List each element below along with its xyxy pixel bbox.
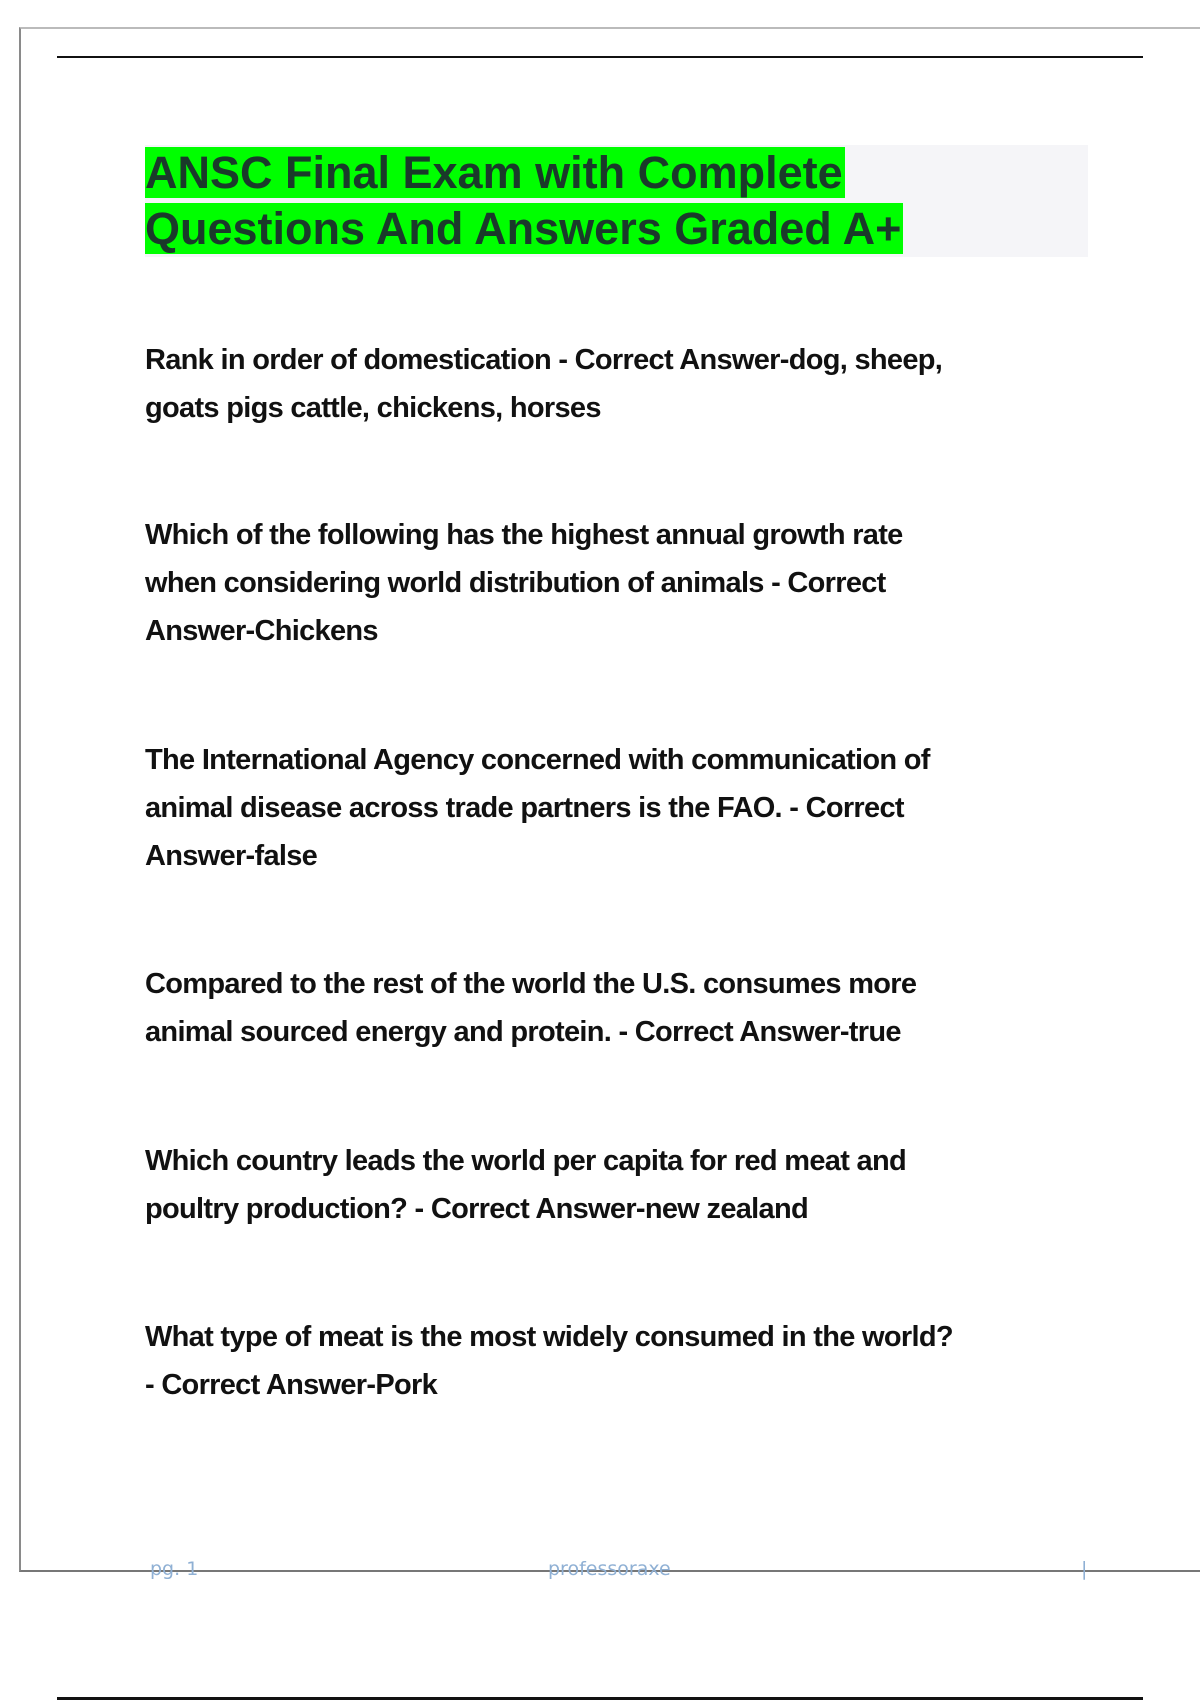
question-line: Rank in order of domestication - Correct Answer-dog, sheep, — [145, 344, 943, 376]
question-1 — [145, 336, 942, 432]
header-rule — [57, 56, 1143, 58]
question-line: poultry production? - Correct Answer-new zealand — [145, 1193, 808, 1225]
question-line: The International Agency concerned with communication of — [145, 744, 930, 776]
document-title — [145, 145, 903, 257]
footer-author: professoraxe — [548, 1558, 671, 1580]
question-line: Which of the following has the highest annual growth rate — [145, 519, 903, 551]
question-2 — [145, 511, 903, 655]
question-line: Answer-Chickens — [145, 615, 378, 647]
question-5 — [145, 1137, 906, 1233]
footer-separator: | — [1081, 1558, 1088, 1580]
footer-page-number: pg. 1 — [150, 1558, 199, 1580]
question-3 — [145, 736, 930, 880]
question-line: animal disease across trade partners is the FAO. - Correct — [145, 792, 904, 824]
question-6 — [145, 1313, 953, 1409]
question-line: when considering world distribution of animals - Correct — [145, 567, 886, 599]
question-line: - Correct Answer-Pork — [145, 1369, 438, 1401]
question-line: What type of meat is the most widely consumed in the world? — [145, 1321, 953, 1353]
question-line: animal sourced energy and protein. - Correct Answer-true — [145, 1016, 901, 1048]
question-line: Answer-false — [145, 840, 318, 872]
question-line: goats pigs cattle, chickens, horses — [145, 392, 601, 424]
title-line-2: Questions And Answers Graded A+ — [145, 203, 902, 254]
question-line: Which country leads the world per capita for red meat and — [145, 1145, 906, 1177]
question-line: Compared to the rest of the world the U.S. consumes more — [145, 968, 917, 1000]
question-4 — [145, 960, 916, 1056]
title-line-1: ANSC Final Exam with Complete — [145, 147, 843, 198]
